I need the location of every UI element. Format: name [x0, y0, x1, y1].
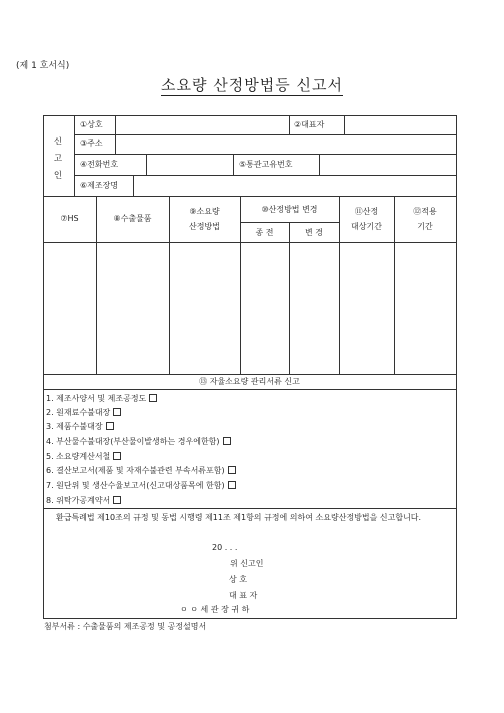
- management-heading: ⑬ 자율소요량 관리서류 신고: [199, 377, 300, 386]
- product-name-label: ⑥제조장명: [80, 181, 119, 190]
- hs-header: ⑦HS: [60, 214, 79, 223]
- apply-header-line1: ⑫적용: [413, 207, 437, 216]
- list-item: 3. 제품수불대장: [46, 421, 114, 432]
- calc-method-header-line2: 산정방법: [189, 222, 220, 231]
- change-after-header: 변 경: [305, 228, 323, 237]
- checkbox[interactable]: [113, 496, 121, 504]
- apply-header-line2: 기간: [417, 222, 433, 231]
- applicant-section-label: 신 고 인: [53, 137, 63, 181]
- declaration-text: 환급특례법 제10조의 규정 및 동법 시행령 제11조 제1항의 규정에 의하여 소요량산정방법을 신고합니다.: [56, 513, 422, 522]
- method-change-header: ⑩산정방법 변경: [261, 205, 318, 214]
- phone-label: ④전화번호: [80, 160, 119, 169]
- form-number: (제 1 호서식): [16, 61, 70, 71]
- declarant-label: 위 신고인: [230, 559, 264, 568]
- change-before-header: 종 전: [255, 228, 274, 237]
- checkbox[interactable]: [113, 408, 121, 416]
- list-item: 5. 소요량계산서철: [46, 451, 121, 462]
- list-item: 2. 원재료수불대장: [46, 407, 121, 418]
- checkbox[interactable]: [106, 422, 114, 430]
- period-header-line2: 대상기간: [351, 222, 382, 231]
- page-title: 소요량 산정방법등 신고서: [161, 76, 343, 94]
- checkbox[interactable]: [113, 452, 121, 460]
- list-item: 8. 위탁가공계약서: [46, 495, 121, 506]
- trade-name-label: ①상호: [80, 120, 103, 129]
- attachment-note: 첨부서류 : 수출물품의 제조공정 및 공정설명서: [44, 622, 207, 631]
- declarant-trade-name: 상 호: [229, 575, 247, 584]
- calc-method-header-line1: ⑨소요량: [189, 207, 220, 216]
- list-item: 7. 원단위 및 생산수율보고서(신고대상품목에 한함): [46, 480, 236, 491]
- checkbox[interactable]: [228, 466, 236, 474]
- checkbox[interactable]: [149, 394, 157, 402]
- export-goods-header: ⑧수출물품: [113, 214, 152, 223]
- representative-label: ②대표자: [294, 120, 325, 129]
- period-header-line1: ⑪산정: [354, 207, 379, 216]
- list-item: 4. 부산물수불대장(부산물이발생하는 경우에한함): [46, 436, 231, 447]
- customs-id-label: ⑤통관고유번호: [239, 160, 293, 169]
- checkbox[interactable]: [228, 481, 236, 489]
- checkbox[interactable]: [223, 437, 231, 445]
- list-item: 6. 결산보고서(제품 및 자재수불관련 부속서류포함): [46, 465, 236, 476]
- address-label: ③주소: [80, 139, 103, 148]
- declaration-date: 20 . . .: [212, 543, 238, 552]
- addressee: ㅇ ㅇ 세 관 장 귀 하: [180, 605, 250, 614]
- list-item: 1. 제조사양서 및 제조공정도: [46, 393, 157, 404]
- declarant-representative: 대 표 자: [229, 591, 258, 600]
